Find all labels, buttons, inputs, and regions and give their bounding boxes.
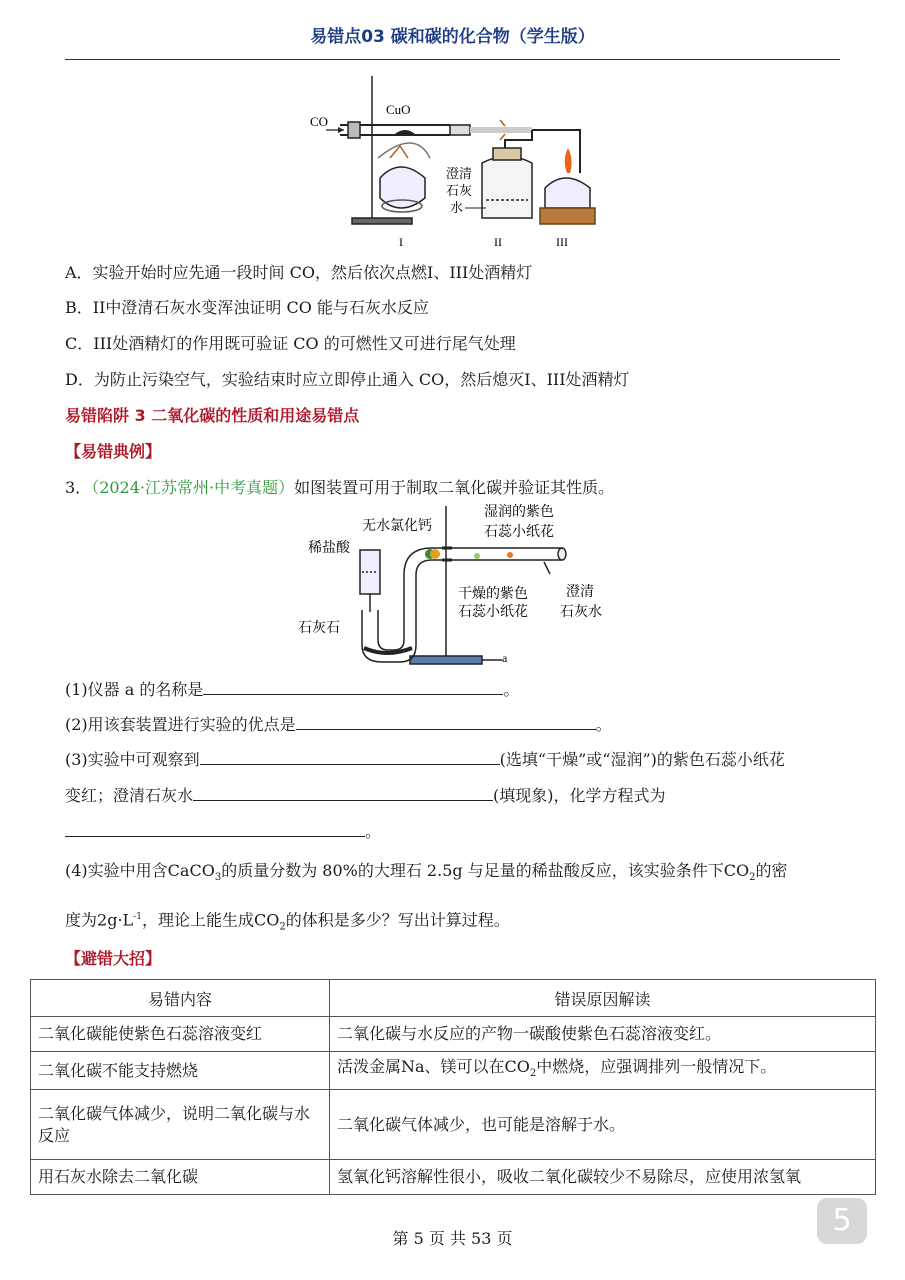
subquestion-3 — [65, 748, 785, 771]
table-cell-content: 二氧化碳气体减少，说明二氧化碳与水反应 — [31, 1090, 330, 1160]
subquestion-2 — [65, 713, 612, 736]
tips-tag: 【避错大招】 — [65, 949, 162, 968]
subquestion-4-line1 — [65, 860, 787, 889]
option-a: A．实验开始时应先通一段时间 CO，然后依次点燃I、III处酒精灯 — [65, 263, 533, 282]
subquestion-1 — [65, 678, 519, 701]
q1-prefix: (1)仪器 a 的名称是 — [65, 680, 204, 699]
co2-apparatus-figure — [292, 500, 622, 672]
gas-inlet-arrow-icon — [338, 127, 344, 133]
station-label-III: III — [556, 235, 568, 249]
table-row — [31, 1160, 876, 1195]
page-footer: 第 5 页 共 53 页 — [392, 1229, 513, 1248]
option-c: C．III处酒精灯的作用既可验证 CO 的可燃性又可进行尾气处理 — [65, 334, 516, 353]
q2-answer-blank[interactable] — [296, 713, 596, 730]
table-cell-reason: 二氧化碳气体减少，也可能是溶解于水。 — [330, 1090, 876, 1160]
question3-source: （2024·江苏常州·中考真题） — [91, 478, 295, 497]
connector-right — [450, 125, 470, 135]
q4-part-e: ，理论上能生成 — [141, 910, 254, 930]
table-cell-reason: 氢氧化钙溶解性很小，吸收二氧化碳较少不易除尽，应使用浓氢氧 — [330, 1160, 876, 1195]
cuo-label: CuO — [386, 102, 411, 117]
q2-prefix: (2)用该套装置进行实验的优点是 — [65, 715, 296, 734]
q1-answer-blank[interactable] — [203, 678, 503, 695]
limewater-label-1: 澄清 — [446, 167, 473, 182]
q4-part-c: 的密 — [755, 861, 788, 880]
alcohol-lamp-III — [545, 178, 590, 208]
table-row — [31, 1052, 876, 1090]
q4-part-f: 的体积是多少？写出计算过程。 — [285, 910, 510, 930]
q3-suffix: (选填“干燥”或“湿润”)的紫色石蕊小纸花 — [499, 750, 785, 769]
q1-end: 。 — [503, 680, 520, 699]
q4-caco3-sub: 3 — [214, 872, 222, 884]
stopper-left — [348, 122, 360, 138]
q2-end: 。 — [595, 715, 612, 734]
q4-co2-sub: 2 — [749, 872, 756, 884]
page-header-title: 易错点03 碳和碳的化合物（学生版） — [310, 27, 595, 47]
wet-flower-label-1: 湿润的紫色 — [484, 504, 554, 520]
option-b: B．II中澄清石灰水变浑浊证明 CO 能与石灰水反应 — [65, 298, 429, 317]
q4-co2-2: CO — [253, 910, 280, 930]
q4-part-d: 度为 — [65, 910, 98, 930]
table-row — [31, 1017, 876, 1052]
option-d: D．为防止污染空气，实验结束时应立即停止通入 CO，然后熄灭I、III处酒精灯 — [65, 370, 630, 389]
q4-part-a: (4)实验中用含 — [65, 861, 168, 880]
q3-equation-blank[interactable] — [65, 820, 365, 837]
iron-stand-base — [410, 656, 482, 664]
reason-sub: 2 — [529, 1068, 537, 1080]
station-label-II: II — [494, 235, 502, 249]
wet-flower-label-2: 石蕊小纸花 — [484, 524, 554, 540]
q3-answer-blank-2[interactable] — [193, 784, 493, 801]
limewater-bottle-II — [482, 157, 532, 219]
q3-prefix: (3)实验中可观察到 — [65, 750, 200, 769]
wet-litmus-flower-icon — [507, 552, 513, 558]
page-number-badge: 5 — [817, 1198, 867, 1244]
question3-number: 3． — [65, 478, 92, 497]
subquestion-4-line2 — [65, 906, 510, 939]
q4-density-sup: -1 — [133, 912, 142, 922]
dry-litmus-flower-icon — [474, 553, 480, 559]
q3-line2-suffix: (填现象)，化学方程式为 — [493, 786, 666, 805]
co-cuo-apparatus-figure — [300, 68, 600, 258]
table-header-content: 易错内容 — [31, 980, 330, 1017]
q3-answer-blank-1[interactable] — [200, 748, 500, 765]
q4-co2-sub-2: 2 — [279, 921, 286, 933]
table-cell-content: 用石灰水除去二氧化碳 — [31, 1160, 330, 1195]
acid-label: 稀盐酸 — [308, 540, 350, 556]
q4-co2: CO — [723, 861, 750, 880]
q4-part-b: 的质量分数为 80%的大理石 2.5g 与足量的稀盐酸反应，该实验条件下 — [221, 861, 724, 880]
subquestion-3-line2 — [65, 784, 666, 807]
reason-pre: 活泼金属Na、镁可以在CO — [337, 1057, 530, 1076]
limewater-label-3: 水 — [450, 201, 464, 216]
limewater-label-1: 澄清 — [566, 584, 594, 600]
cacl2-label: 无水氯化钙 — [362, 518, 432, 534]
co-label: CO — [310, 114, 329, 129]
subquestion-3-line3 — [65, 820, 381, 843]
reason-post: 中燃烧，应强调排列一般情况下。 — [536, 1057, 777, 1076]
trap3-title: 易错陷阱 3 二氧化碳的性质和用途易错点 — [65, 406, 360, 425]
table-cell-content: 二氧化碳能使紫色石蕊溶液变红 — [31, 1017, 330, 1052]
q4-caco3: CaCO — [167, 861, 215, 880]
iron-stand-base — [352, 218, 412, 224]
table-header-row — [31, 980, 876, 1017]
cuo-powder — [395, 130, 415, 134]
limewater-label-2: 石灰水 — [560, 604, 602, 620]
q3-end: 。 — [365, 822, 382, 841]
dry-flower-label-1: 干燥的紫色 — [458, 586, 528, 602]
q3-line2-prefix: 变红；澄清石灰水 — [65, 786, 194, 805]
example-tag: 【易错典例】 — [65, 442, 162, 461]
question3-stem: 如图装置可用于制取二氧化碳并验证其性质。 — [294, 478, 615, 497]
instrument-a-label: a — [502, 651, 508, 665]
limewater-label-2: 石灰 — [446, 184, 473, 199]
station-label-I: I — [399, 235, 403, 249]
table-header-reason: 错误原因解读 — [330, 980, 876, 1017]
flame-icon — [565, 148, 572, 173]
q4-density: 2g·L — [97, 910, 134, 930]
table-cell-reason: 二氧化碳与水反应的产物一碳酸使紫色石蕊溶液变红。 — [330, 1017, 876, 1052]
header-divider — [65, 59, 840, 60]
limestone-label: 石灰石 — [298, 620, 340, 636]
question3-stem-line — [65, 477, 614, 499]
table-cell-content: 二氧化碳不能支持燃烧 — [31, 1052, 330, 1090]
cacl2-drying-ball-2 — [430, 549, 440, 559]
dry-flower-label-2: 石蕊小纸花 — [458, 604, 528, 620]
table-row — [31, 1090, 876, 1160]
table-cell-reason — [330, 1052, 876, 1090]
error-tips-table — [30, 979, 876, 1195]
lamp-block-III — [540, 208, 595, 224]
